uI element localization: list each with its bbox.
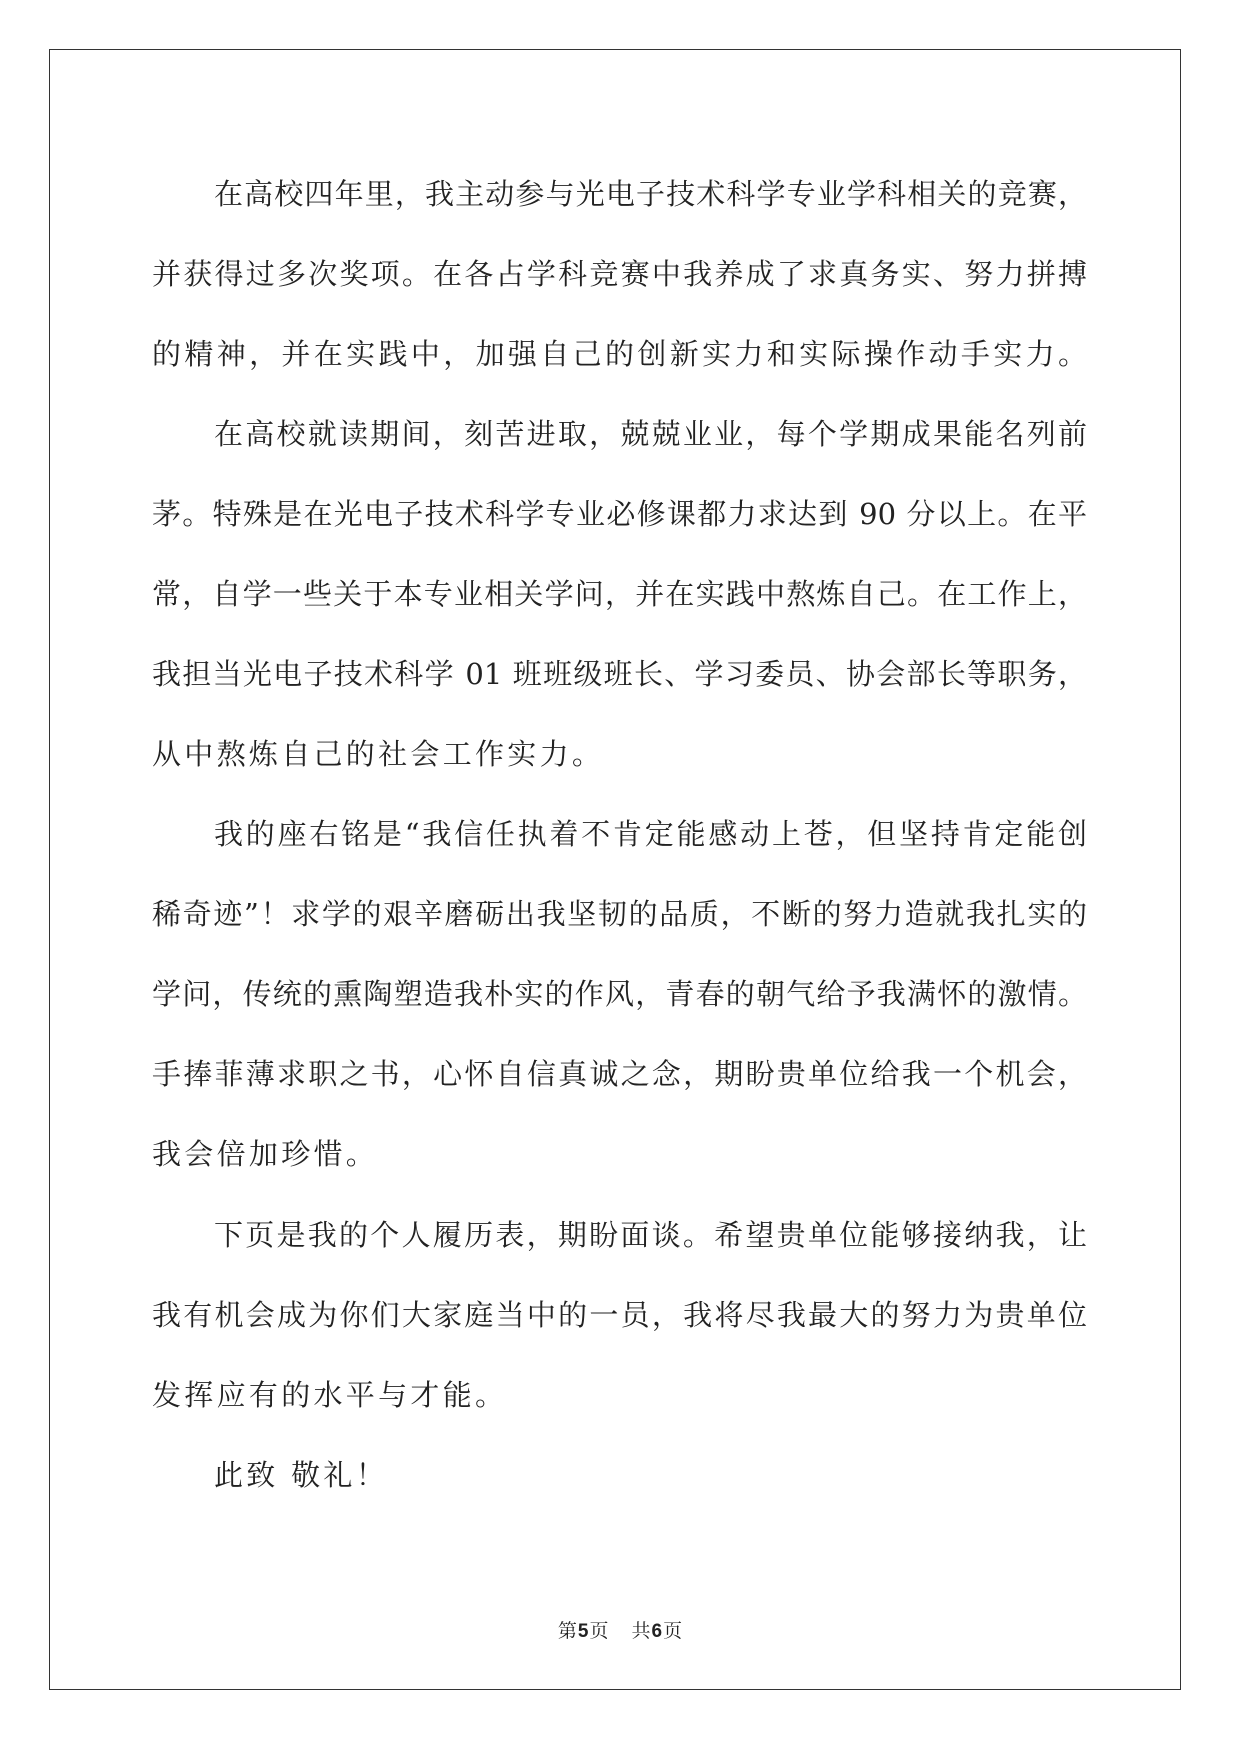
page-suffix: 页 <box>589 1620 610 1642</box>
page-prefix: 第 <box>557 1620 578 1642</box>
total-prefix: 共 <box>631 1620 652 1642</box>
paragraph-line: 在高校就读期间，刻苦进取，兢兢业业，每个学期成果能名列前 <box>214 417 1087 451</box>
total-suffix: 页 <box>663 1620 684 1642</box>
paragraph-line: 学问，传统的熏陶塑造我朴实的作风，青春的朝气给予我满怀的激情。 <box>152 977 1087 1011</box>
paragraph-line: 下页是我的个人履历表，期盼面谈。希望贵单位能够接纳我，让 <box>214 1218 1087 1252</box>
paragraph-line: 茅。特殊是在光电子技术科学专业必修课都力求达到 90 分以上。在平 <box>152 497 1087 531</box>
paragraph-line: 稀奇迹”！求学的艰辛磨砺出我坚韧的品质，不断的努力造就我扎实的 <box>152 897 1087 931</box>
total-page-count: 6 <box>651 1621 664 1642</box>
paragraph-line: 我会倍加珍惜。 <box>152 1137 379 1171</box>
closing-salutation: 此致 敬礼！ <box>214 1458 389 1492</box>
paragraph-line: 在高校四年里，我主动参与光电子技术科学专业学科相关的竞赛， <box>214 177 1087 211</box>
paragraph-line: 并获得过多次奖项。在各占学科竞赛中我养成了求真务实、努力拼搏 <box>152 257 1087 291</box>
page-footer <box>0 1616 1241 1643</box>
current-page-number: 5 <box>577 1621 590 1642</box>
paragraph-line: 手捧菲薄求职之书，心怀自信真诚之念，期盼贵单位给我一个机会， <box>152 1057 1087 1091</box>
paragraph-line: 的精神，并在实践中，加强自己的创新实力和实际操作动手实力。 <box>152 337 1087 371</box>
paragraph-line: 常，自学一些关于本专业相关学问，并在实践中熬炼自己。在工作上， <box>152 577 1087 611</box>
paragraph-line: 从中熬炼自己的社会工作实力。 <box>152 737 605 771</box>
paragraph-line: 我有机会成为你们大家庭当中的一员，我将尽我最大的努力为贵单位 <box>152 1298 1087 1332</box>
paragraph-line: 我的座右铭是“我信任执着不肯定能感动上苍，但坚持肯定能创 <box>214 817 1087 851</box>
paragraph-line: 发挥应有的水平与才能。 <box>152 1378 508 1412</box>
paragraph-line: 我担当光电子技术科学 01 班班级班长、学习委员、协会部长等职务， <box>152 657 1087 691</box>
